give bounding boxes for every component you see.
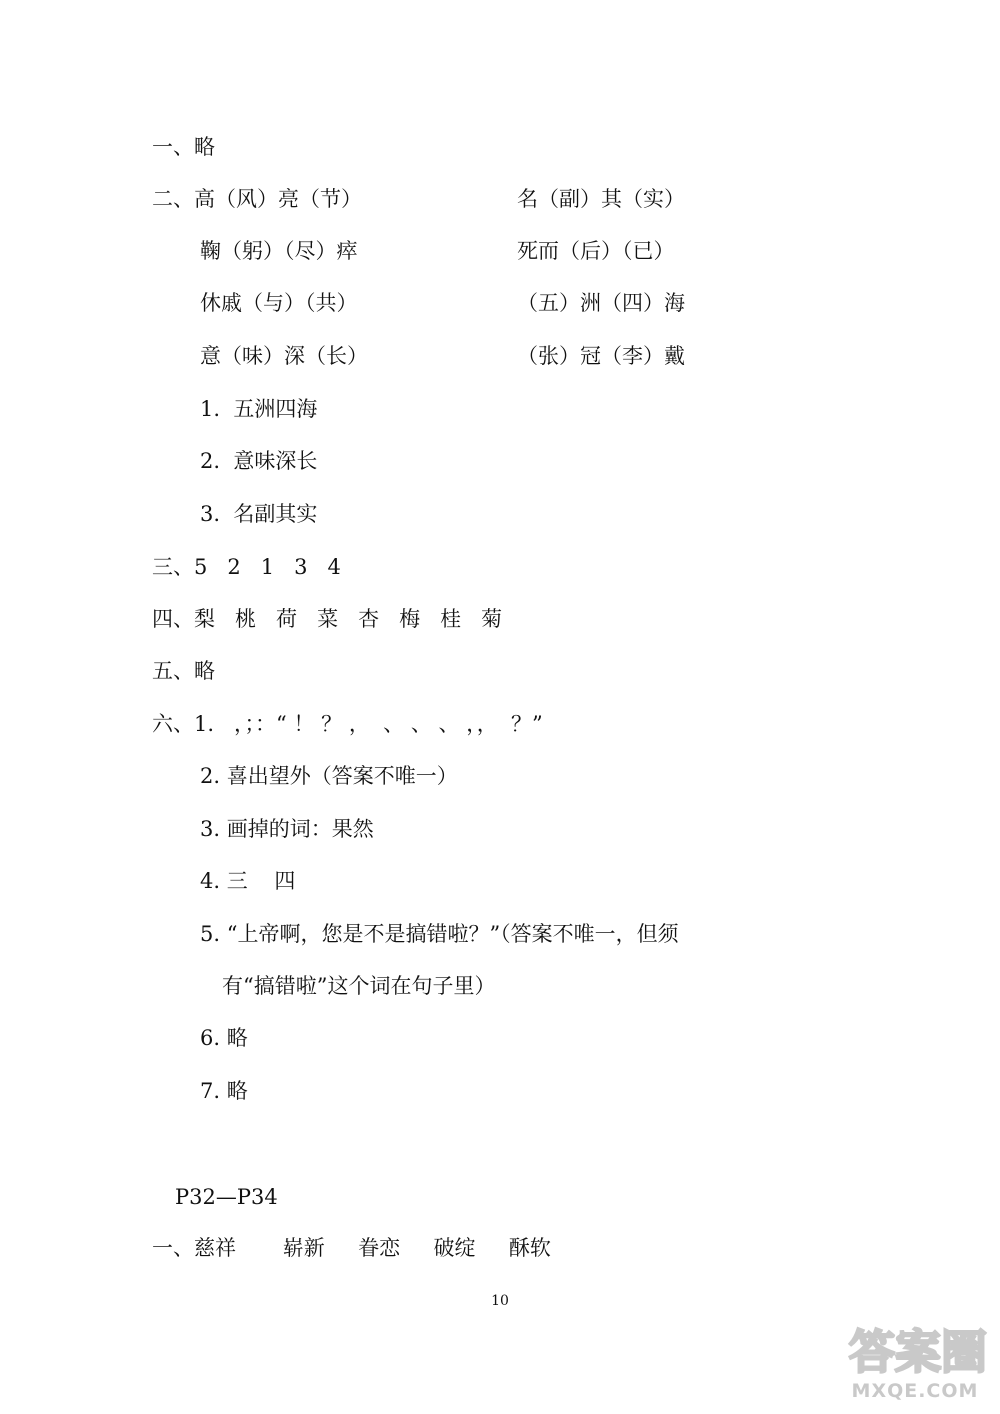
line-3b: 死而（后）（已） <box>517 239 675 263</box>
line-10: 四、梨 桃 荷 菜 杏 梅 桂 菊 <box>152 607 503 631</box>
line-12: 六、1. ，；：“ ！ ？ ， 、 、 、 ，， ？” <box>152 712 543 736</box>
line-8: 3. 名副其实 <box>200 502 318 526</box>
watermark-logo <box>843 1318 993 1380</box>
line-5b: （张）冠（李）戴 <box>517 344 685 368</box>
line-2: 二、高（风）亮（节） <box>152 187 362 211</box>
line-7: 2. 意味深长 <box>200 449 318 473</box>
line-21: 一、慈祥 崭新 眷恋 破绽 酥软 <box>152 1236 551 1260</box>
line-17: 有“搞错啦”这个词在句子里） <box>222 974 496 998</box>
line-16: 5. “上帝啊，您是不是搞错啦？”（答案不唯一，但须 <box>200 922 679 946</box>
line-2b: 名（副）其（实） <box>517 187 685 211</box>
line-13: 2. 喜出望外（答案不唯一） <box>200 764 458 788</box>
line-4b: （五）洲（四）海 <box>517 291 685 315</box>
watermark-site-text: MXQE.COM <box>851 1380 979 1402</box>
line-18: 6. 略 <box>200 1026 248 1050</box>
line-1: 一、略 <box>152 135 215 159</box>
line-19: 7. 略 <box>200 1079 248 1103</box>
line-3: 鞠（躬）（尽）瘁 <box>200 239 358 263</box>
line-6: 1. 五洲四海 <box>200 397 318 421</box>
line-4: 休戚（与）（共） <box>200 291 358 315</box>
watermark <box>835 1318 995 1408</box>
line-15: 4. 三 四 <box>200 869 296 893</box>
line-5: 意（味）深（长） <box>200 344 368 368</box>
watermark-logo-text: 答案圈 <box>849 1325 987 1379</box>
line-11: 五、略 <box>152 659 215 683</box>
line-9: 三、5 2 1 3 4 <box>152 555 341 579</box>
page-number: 10 <box>491 1293 509 1309</box>
line-14: 3. 画掉的词：果然 <box>200 817 374 841</box>
line-20: P32—P34 <box>175 1185 278 1209</box>
